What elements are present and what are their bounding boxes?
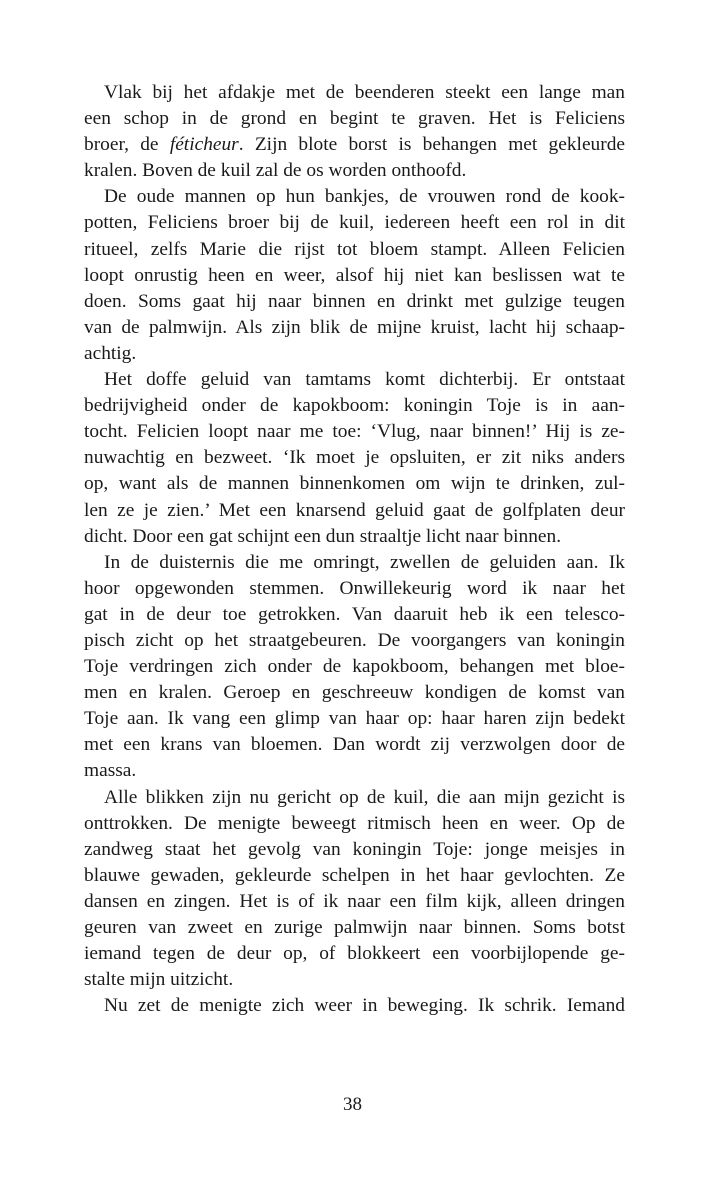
text-line: hoor opgewonden stemmen. Onwillekeurig word ik naar het [84,577,625,599]
text-line: Toje aan. Ik vang een glimp van haar op: haar haren zijn bedekt [84,708,625,730]
text-line: onttrokken. De menigte beweegt ritmisch heen en weer. Op de [84,812,625,834]
text-line: bedrijvigheid onder de kapokboom: koningin Toje is in aan- [84,395,625,417]
text-line: dansen en zingen. Het is of ik naar een film kijk, alleen dringen [84,890,625,912]
text-fragment: broer, de [84,134,170,156]
paragraph-5 [84,785,625,994]
text-line: Toje verdringen zich onder de kapokboom, behangen met bloe- [84,656,625,678]
text-line: iemand tegen de deur op, of blokkeert een voorbijlopende ge- [84,943,625,965]
text-line: pisch zicht op het straatgebeuren. De voorgangers van koningin [84,629,625,651]
text-line: nuwachtig en bezweet. ‘Ik moet je opsluiten, er zit niks anders [84,447,625,469]
text-line: loopt onrustig heen en weer, alsof hij niet kan beslissen wat te [84,264,625,286]
paragraph-6 [84,993,625,1019]
text-line: met een krans van bloemen. Dan wordt zij verzwolgen door de [84,734,625,756]
text-line: len ze je zien.’ Met een knarsend geluid gaat de golfplaten deur [84,499,625,521]
text-line: doen. Soms gaat hij naar binnen en drinkt met gulzige teugen [84,290,625,312]
page-number: 38 [343,1094,362,1115]
text-line: achtig. [84,342,137,364]
text-line: dicht. Door een gat schijnt een dun straaltje licht naar binnen. [84,525,562,547]
paragraph-3 [84,367,625,550]
book-page-body [84,80,625,1019]
text-line: Nu zet de menigte zich weer in beweging. Ik schrik. Iemand [104,995,625,1017]
paragraph-2 [84,184,625,367]
text-line: De oude mannen op hun bankjes, de vrouwen rond de kook- [104,186,625,208]
text-line: In de duisternis die me omringt, zwellen de geluiden aan. Ik [104,551,625,573]
text-line: potten, Feliciens broer bij de kuil, iedereen heeft een rol in dit [84,212,625,234]
text-line: blauwe gewaden, gekleurde schelpen in het haar gevlochten. Ze [84,864,625,886]
text-line [84,132,625,158]
text-line: tocht. Felicien loopt naar me toe: ‘Vlug, naar binnen!’ Hij is ze- [84,421,625,443]
text-line: kralen. Boven de kuil zal de os worden onthoofd. [84,160,467,182]
text-line: stalte mijn uitzicht. [84,969,234,991]
text-line: men en kralen. Geroep en geschreeuw kondigen de komst van [84,682,625,704]
text-line: Het doffe geluid van tamtams komt dichterbij. Er ontstaat [104,369,625,391]
text-fragment: . Zijn blote borst is behangen met gekleurde [238,134,626,156]
text-line: gat in de deur toe getrokken. Van daaruit heb ik een telesco- [84,603,625,625]
text-line: Vlak bij het afdakje met de beenderen steekt een lange man [104,82,625,103]
italic-term: féticheur [169,134,239,156]
text-line: op, want als de mannen binnenkomen om wijn te drinken, zul- [84,473,625,495]
text-line: een schop in de grond en begint te graven. Het is Feliciens [84,108,625,130]
paragraph-4 [84,550,625,785]
text-line: van de palmwijn. Als zijn blik de mijne kruist, lacht hij schaap- [84,316,625,338]
paragraph-1 [84,80,625,184]
text-line: zandweg staat het gevolg van koningin Toje: jonge meisjes in [84,838,625,860]
text-line: Alle blikken zijn nu gericht op de kuil, die aan mijn gezicht is [104,786,625,808]
text-line: massa. [84,760,137,782]
text-line: ritueel, zelfs Marie die rijst tot bloem stampt. Alleen Felicien [84,238,625,260]
text-line: geuren van zweet en zurige palmwijn naar binnen. Soms botst [84,917,625,938]
